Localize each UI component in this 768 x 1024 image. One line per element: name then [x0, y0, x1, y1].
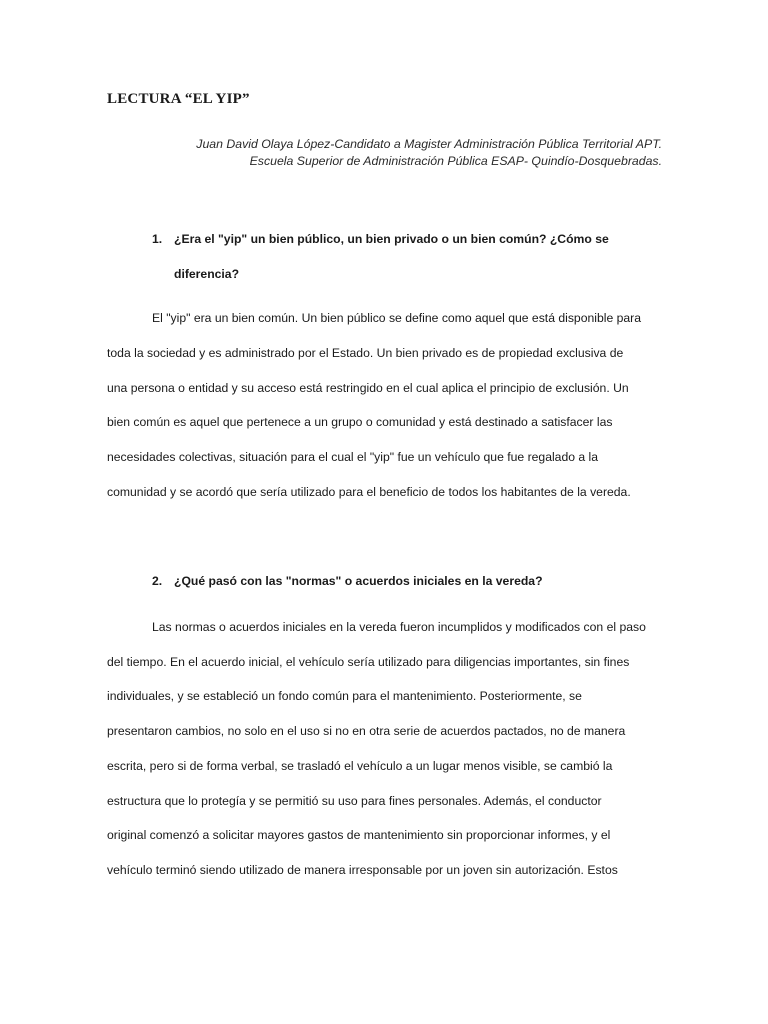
paragraph-line: original comenzó a solicitar mayores gastos de mantenimiento sin proporcionar informes, y el: [107, 828, 611, 842]
paragraph-line: El "yip" era un bien común. Un bien público se define como aquel que está disponible para: [152, 311, 642, 325]
author-line: Juan David Olaya López-Candidato a Magister Administración Pública Territorial APT.: [196, 137, 662, 151]
paragraph-line: presentaron cambios, no solo en el uso si no en otra serie de acuerdos pactados, no de manera: [107, 724, 626, 738]
paragraph-line: bien común es aquel que pertenece a un grupo o comunidad y está destinado a satisfacer las: [107, 415, 613, 429]
question-text: diferencia?: [174, 267, 240, 281]
paragraph-line: estructura que lo protegía y se permitió su uso para fines personales. Además, el conductor: [107, 794, 602, 808]
paragraph-line: Las normas o acuerdos iniciales en la vereda fueron incumplidos y modificados con el paso: [152, 620, 646, 634]
paragraph-line: individuales, y se estableció un fondo común para el mantenimiento. Posteriormente, se: [107, 689, 582, 703]
paragraph-line: escrita, pero si de forma verbal, se trasladó el vehículo a un lugar menos visible, se cambió la: [107, 759, 613, 773]
paragraph-line: vehículo terminó siendo utilizado de manera irresponsable por un joven sin autorización. Estos: [107, 863, 618, 877]
document-title: LECTURA “EL YIP”: [107, 91, 250, 107]
institution-line: Escuela Superior de Administración Pública ESAP- Quindío-Dosquebradas.: [249, 153, 662, 168]
question-text: ¿Qué pasó con las "normas" o acuerdos iniciales en la vereda?: [174, 574, 543, 588]
paragraph-line: necesidades colectivas, situación para el cual el "yip" fue un vehículo que fue regalado a la: [107, 450, 599, 464]
paragraph-line: del tiempo. En el acuerdo inicial, el vehículo sería utilizado para diligencias importantes, sin fines: [107, 655, 630, 669]
question-number: 2.: [152, 574, 163, 588]
question-number: 1.: [152, 232, 163, 246]
paragraph-line: toda la sociedad y es administrado por el Estado. Un bien privado es de propiedad exclusiva de: [107, 346, 624, 360]
paragraph-line: una persona o entidad y su acceso está restringido en el cual aplica el principio de exclusión. Un: [107, 381, 629, 395]
author-block: [62, 136, 662, 169]
paragraph-line: comunidad y se acordó que sería utilizado para el beneficio de todos los habitantes de la vereda.: [107, 485, 631, 499]
question-text: ¿Era el "yip" un bien público, un bien privado o un bien común? ¿Cómo se: [174, 232, 609, 246]
